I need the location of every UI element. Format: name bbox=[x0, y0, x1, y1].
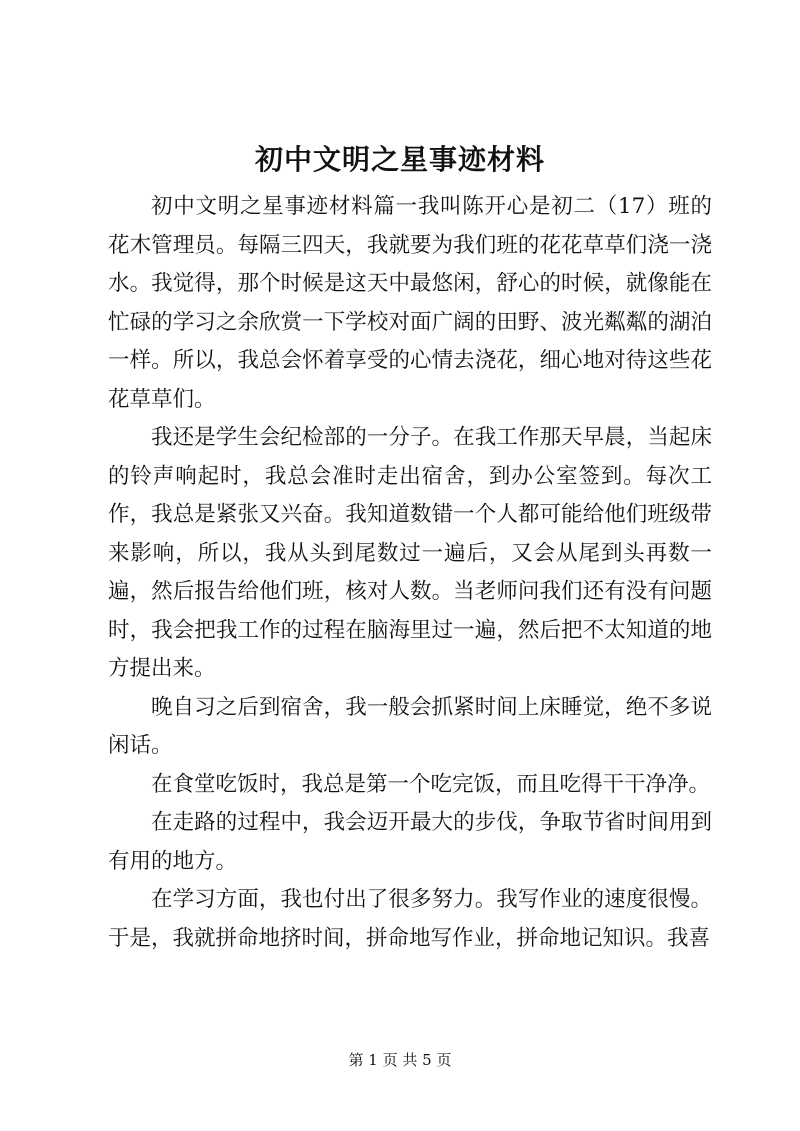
page-footer: 第 1 页 共 5 页 bbox=[348, 1051, 452, 1069]
paragraph-6: 在学习方面，我也付出了很多努力。我写作业的速度很慢。于是，我就拼命地挤时间，拼命地写作业，拼命地记知识。我喜 bbox=[108, 887, 712, 951]
paragraph-3: 晚自习之后到宿舍，我一般会抓紧时间上床睡觉，绝不多说闲话。 bbox=[108, 694, 712, 758]
document-title: 初中文明之星事迹材料 bbox=[254, 143, 545, 176]
paragraph-1: 初中文明之星事迹材料篇一我叫陈开心是初二（17）班的花木管理员。每隔三四天，我就要为我们班的花花草草们浇一浇水。我觉得，那个时候是这天中最悠闲，舒心的时候，就像能在忙碌的学习之余欣赏一下学校对面广阔的田野、波光粼粼的湖泊一样。所以，我总会怀着享受的心情去浇花，细心地对待这些花花草草们。 bbox=[108, 194, 712, 412]
document-body bbox=[108, 188, 712, 958]
paragraph-4: 在食堂吃饭时，我总是第一个吃完饭，而且吃得干干净净。 bbox=[151, 771, 711, 797]
paragraph-5: 在走路的过程中，我会迈开最大的步伐，争取节省时间用到有用的地方。 bbox=[108, 810, 712, 874]
paragraph-2: 我还是学生会纪检部的一分子。在我工作那天早晨，当起床的铃声响起时，我总会准时走出宿舍，到办公室签到。每次工作，我总是紧张又兴奋。我知道数错一个人都可能给他们班级带来影响，所以，我从头到尾数过一遍后，又会从尾到头再数一遍，然后报告给他们班，核对人数。当老师问我们还有没有问题时，我会把我工作的过程在脑海里过一遍，然后把不太知道的地方提出来。 bbox=[108, 425, 712, 681]
